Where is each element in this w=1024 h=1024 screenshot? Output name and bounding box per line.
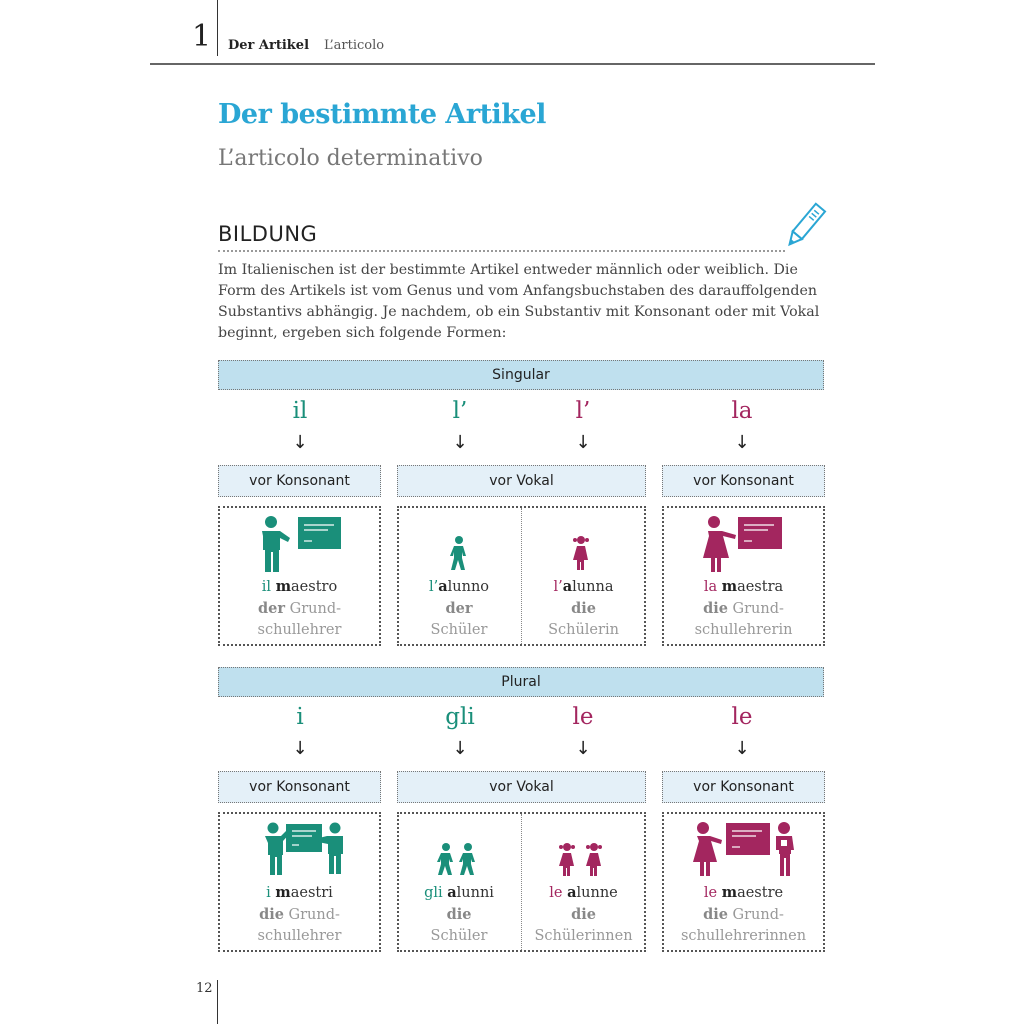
arrow-down-icon: ↓ [292,738,308,759]
arrow-down-icon: ↓ [452,432,468,453]
condition-vowel: vor Vokal [397,771,646,803]
arrow-down-icon: ↓ [292,432,308,453]
male-teacher-icon [258,514,344,574]
page-title: Der bestimmte Artikel [218,99,546,130]
entry-l-alunna: l’alunna die Schülerin [548,578,619,638]
article-i: i [296,704,304,730]
article-la: la [731,398,753,424]
chapter-number: 1 [192,19,212,54]
footer-divider [217,980,218,1024]
intro-line: Form des Artikels ist vom Genus und vom Anfangsbuchstaben des darauffolgenden [218,283,817,299]
condition-consonant: vor Konsonant [662,771,825,803]
header-rule [150,63,875,65]
entry-le-alunne: le alunne die Schülerinnen [534,884,633,944]
header-title-de: Der Artikel [228,38,310,53]
intro-line: Substantivs abhängig. Je nachdem, ob ein Substantiv mit Konsonant oder mit Vokal [218,304,820,320]
pencil-icon [783,198,827,254]
entry-l-alunno: l’alunno der Schüler [428,578,490,638]
arrow-down-icon: ↓ [452,738,468,759]
intro-line: beginnt, ergeben sich folgende Formen: [218,325,507,341]
header-title-it: L’articolo [324,38,385,53]
schoolgirls-icon [556,843,606,877]
entry-il-maestro: il maestro der Grund- schullehrer [257,578,342,638]
plural-bar: Plural [218,667,824,697]
page-number: 12 [196,981,213,996]
arrow-down-icon: ↓ [734,738,750,759]
entry-le-maestre: le maestre die Grund- schullehrerinnen [680,884,807,944]
article-l-fem: l’ [575,398,591,424]
female-teacher-icon [700,514,786,574]
entry-gli-alunni: gli alunni die Schüler [424,884,494,944]
condition-consonant: vor Konsonant [218,771,381,803]
arrow-down-icon: ↓ [575,432,591,453]
intro-paragraph [218,260,833,344]
article-gli: gli [445,704,475,730]
condition-vowel: vor Vokal [397,465,646,497]
arrow-down-icon: ↓ [734,432,750,453]
entry-la-maestra: la maestra die Grund- schullehrerin [694,578,793,638]
intro-line: Im Italienischen ist der bestimmte Artikel entweder männlich oder weiblich. Die [218,262,798,278]
schoolgirl-icon [570,536,592,572]
female-teachers-icon [690,820,796,878]
article-le-vowel: le [572,704,594,730]
article-l-masc: l’ [452,398,468,424]
schoolboys-icon [436,843,480,877]
schoolboy-icon [448,536,470,572]
condition-consonant: vor Konsonant [218,465,381,497]
article-il: il [292,398,308,424]
header-divider [217,0,218,56]
singular-bar: Singular [218,360,824,390]
article-le-consonant: le [731,704,753,730]
section-dotted-rule [218,250,785,252]
section-heading: BILDUNG [218,222,318,246]
entry-i-maestri: i maestri die Grund- schullehrer [257,884,342,944]
page-subtitle: L’articolo determinativo [218,146,483,171]
condition-consonant: vor Konsonant [662,465,825,497]
arrow-down-icon: ↓ [575,738,591,759]
male-teachers-icon [262,820,346,878]
